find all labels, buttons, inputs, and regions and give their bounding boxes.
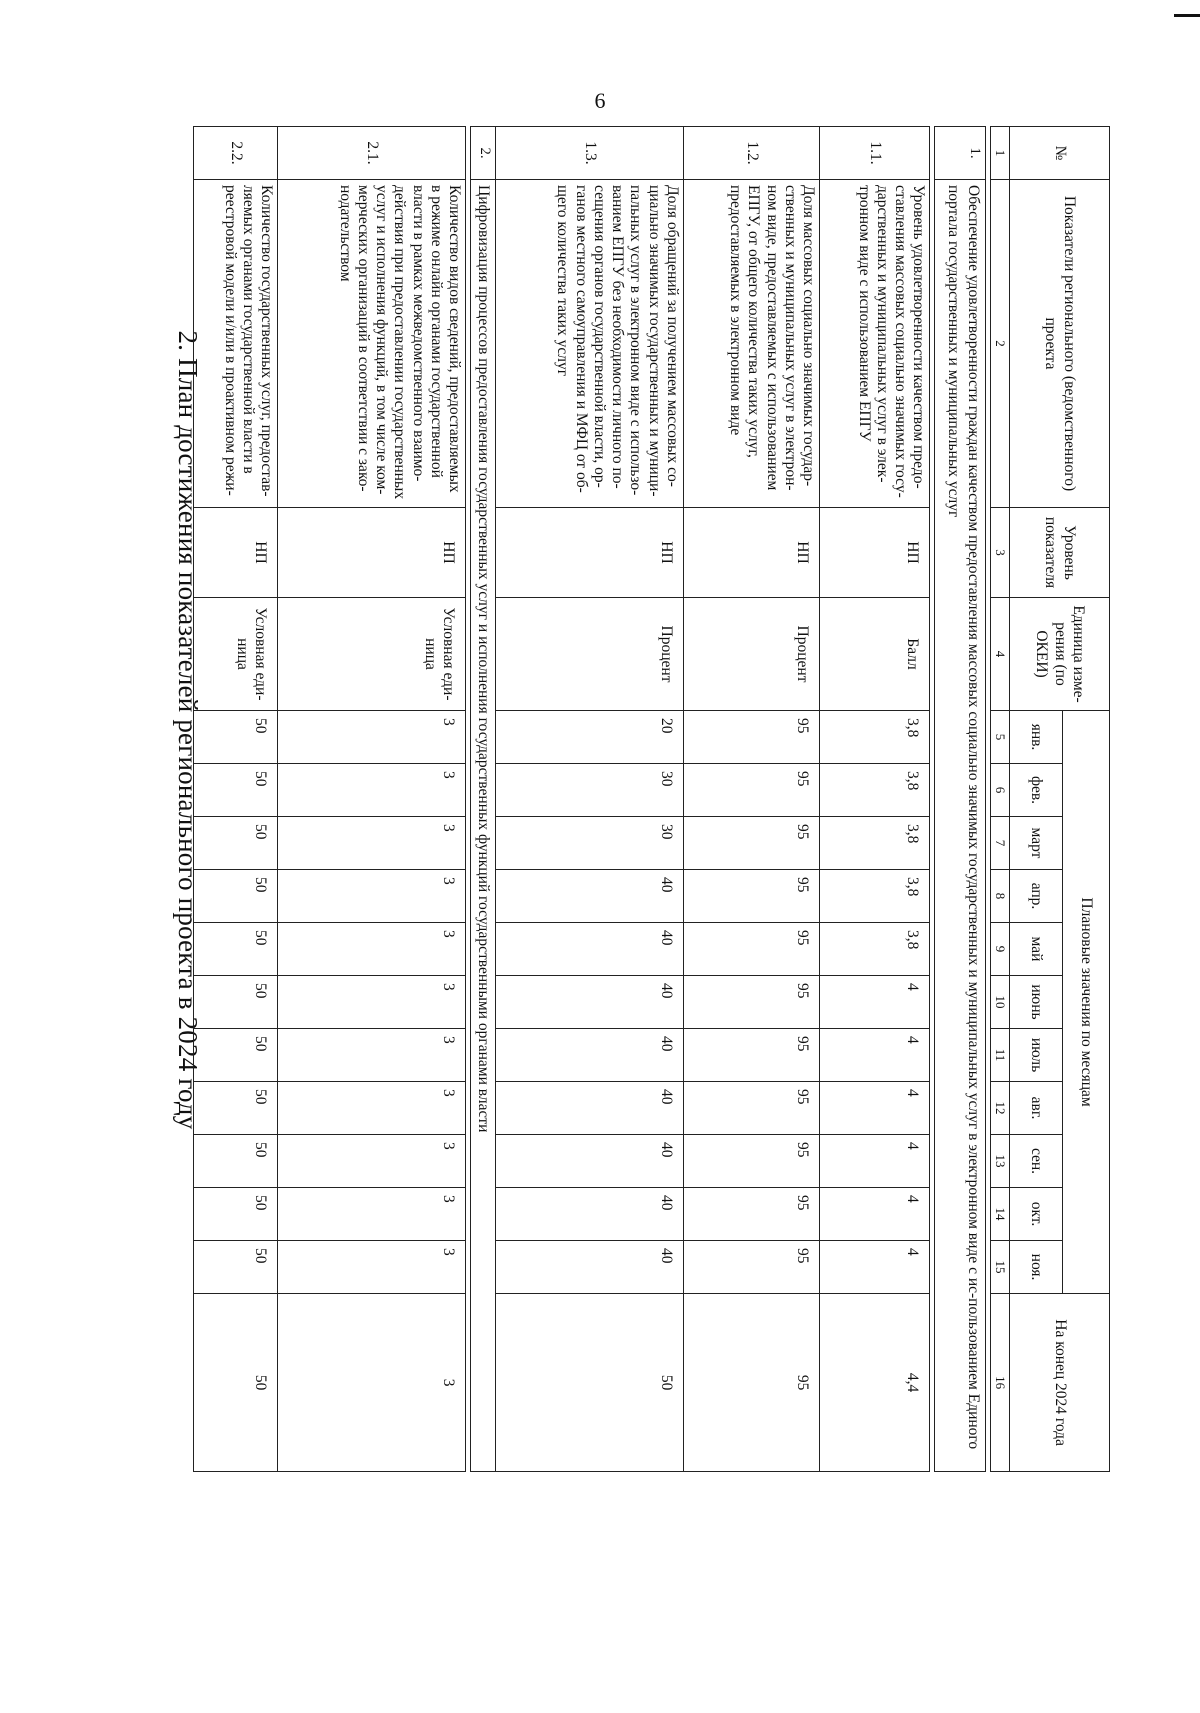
row-month-value: 95: [684, 817, 820, 870]
section-number: 2.: [471, 127, 496, 180]
header-month: апр.: [1010, 870, 1063, 923]
row-month-value: 50: [194, 870, 279, 923]
row-number: 2.2.: [194, 127, 279, 180]
table-row: [278, 127, 466, 1472]
row-month-value: 95: [684, 870, 820, 923]
row-month-value: 4: [820, 1082, 930, 1135]
corner-mark: [1174, 14, 1200, 17]
column-number: 1: [991, 127, 1010, 180]
row-unit: Балл: [820, 598, 930, 711]
header-level: Уровень показателя: [1010, 508, 1110, 598]
row-indicator-name: Количество видов сведений, предоставляемых в режиме онлайн органами государственной власти в рамках межведомственного взаимо-действия при предоставлении государственных услуг и исполнения функций, в том числе ком-мерческих организаций в соответствии с зако-нодательством: [278, 180, 466, 508]
section-title: Цифровизация процессов предоставления государственных услуг и исполнения государственных функций государственными органами власти: [471, 180, 496, 1472]
section-title: Обеспечение удовлетворенности граждан качеством предоставления массовых социально значимых государственных и муниципальных услуг в электронном виде с ис-пользованием Единого портала государственных и муниципальных услуг: [935, 180, 986, 1472]
column-number: 6: [991, 764, 1010, 817]
row-month-value: 95: [684, 923, 820, 976]
row-month-value: 50: [194, 817, 279, 870]
row-month-value: 50: [194, 976, 279, 1029]
row-month-value: 40: [496, 1029, 684, 1082]
row-month-value: 95: [684, 1241, 820, 1294]
row-month-value: 3: [278, 764, 466, 817]
row-month-value: 30: [496, 764, 684, 817]
row-month-value: 40: [496, 870, 684, 923]
row-month-value: 3: [278, 817, 466, 870]
row-month-value: 50: [194, 1241, 279, 1294]
row-month-value: 95: [684, 976, 820, 1029]
column-number-row: [991, 127, 1010, 1472]
row-year-end-value: 50: [496, 1294, 684, 1472]
row-level: НП: [194, 508, 279, 598]
row-month-value: 4: [820, 976, 930, 1029]
row-month-value: 95: [684, 1135, 820, 1188]
row-month-value: 50: [194, 1029, 279, 1082]
header-month: ноя.: [1010, 1241, 1063, 1294]
row-month-value: 3: [278, 1188, 466, 1241]
column-number: 3: [991, 508, 1010, 598]
column-number: 14: [991, 1188, 1010, 1241]
table-row: [820, 127, 930, 1472]
row-month-value: 3,8: [820, 711, 930, 764]
column-number: 7: [991, 817, 1010, 870]
column-number: 4: [991, 598, 1010, 711]
row-month-value: 3: [278, 976, 466, 1029]
row-month-value: 3: [278, 1029, 466, 1082]
column-number: 16: [991, 1294, 1010, 1472]
row-month-value: 50: [194, 711, 279, 764]
row-number: 1.3.: [496, 127, 684, 180]
table-row: [194, 127, 279, 1472]
row-number: 1.2.: [684, 127, 820, 180]
header-month: фев.: [1010, 764, 1063, 817]
row-month-value: 4: [820, 1029, 930, 1082]
row-number: 2.1.: [278, 127, 466, 180]
row-month-value: 3: [278, 1241, 466, 1294]
page-title: 2. План достижения показателей регионального проекта в 2024 году: [173, 330, 203, 1130]
row-month-value: 3: [278, 1082, 466, 1135]
row-month-value: 40: [496, 923, 684, 976]
header-month: сен.: [1010, 1135, 1063, 1188]
column-number: 11: [991, 1029, 1010, 1082]
row-indicator-name: Количество государственных услуг, предостав-ляемых органами государственной власти в реестровой модели и/или в проактивном режи-: [194, 180, 279, 508]
row-year-end-value: 4,4: [820, 1294, 930, 1472]
row-month-value: 4: [820, 1135, 930, 1188]
row-month-value: 4: [820, 1188, 930, 1241]
row-level: НП: [278, 508, 466, 598]
indicators-table: [193, 126, 1110, 1472]
column-number: 15: [991, 1241, 1010, 1294]
row-month-value: 50: [194, 764, 279, 817]
row-month-value: 3,8: [820, 764, 930, 817]
table-row: [684, 127, 820, 1472]
row-unit: Условная еди-ница: [194, 598, 279, 711]
row-indicator-name: Доля массовых социально значимых государ-ственных и муниципальных услуг в электрон-ном виде, предоставляемых с использованием ЕПГУ, от общего количества таких услуг, предоставляемых в электронном виде: [684, 180, 820, 508]
column-number: 9: [991, 923, 1010, 976]
row-month-value: 20: [496, 711, 684, 764]
row-level: НП: [496, 508, 684, 598]
header-month: июль: [1010, 1029, 1063, 1082]
row-month-value: 50: [194, 1082, 279, 1135]
row-month-value: 40: [496, 1241, 684, 1294]
row-month-value: 3,8: [820, 817, 930, 870]
table-row: [496, 127, 684, 1472]
row-month-value: 95: [684, 1188, 820, 1241]
header-month: авг.: [1010, 1082, 1063, 1135]
row-month-value: 50: [194, 923, 279, 976]
section-number: 1.: [935, 127, 986, 180]
column-number: 2: [991, 180, 1010, 508]
row-unit: Процент: [684, 598, 820, 711]
row-level: НП: [820, 508, 930, 598]
header-indicator: Показатели регионального (ведомственного) проекта: [1010, 180, 1110, 508]
row-month-value: 95: [684, 1082, 820, 1135]
section-row: [471, 127, 496, 1472]
row-month-value: 3,8: [820, 870, 930, 923]
header-no: №: [1010, 127, 1110, 180]
row-unit: Условная еди-ница: [278, 598, 466, 711]
row-year-end-value: 3: [278, 1294, 466, 1472]
column-number: 10: [991, 976, 1010, 1029]
row-month-value: 95: [684, 1029, 820, 1082]
header-month: июнь: [1010, 976, 1063, 1029]
header-monthly-group: Плановые значения по месяцам: [1063, 711, 1110, 1294]
row-month-value: 3: [278, 870, 466, 923]
row-month-value: 40: [496, 1082, 684, 1135]
row-month-value: 40: [496, 976, 684, 1029]
header-month: окт.: [1010, 1188, 1063, 1241]
section-row: [935, 127, 986, 1472]
column-number: 8: [991, 870, 1010, 923]
header-month: март: [1010, 817, 1063, 870]
row-month-value: 40: [496, 1135, 684, 1188]
row-year-end-value: 95: [684, 1294, 820, 1472]
row-month-value: 50: [194, 1135, 279, 1188]
row-month-value: 95: [684, 764, 820, 817]
column-number: 5: [991, 711, 1010, 764]
row-number: 1.1.: [820, 127, 930, 180]
row-indicator-name: Уровень удовлетворенности качеством предо-ставления массовых социально значимых госу-дарственных и муниципальных услуг в элек-тронном виде с использованием ЕПГУ: [820, 180, 930, 508]
row-month-value: 3: [278, 1135, 466, 1188]
column-number: 13: [991, 1135, 1010, 1188]
row-month-value: 3,8: [820, 923, 930, 976]
row-indicator-name: Доля обращений за получением массовых со-циально значимых государственных и муници-пальных услуг в электронном виде с использо-ванием ЕПГУ без необходимости личного по-сещения органов государственной власти, ор-ганов местного самоуправления и МФЦ от об-щего количества таких услуг: [496, 180, 684, 508]
row-year-end-value: 50: [194, 1294, 279, 1472]
row-month-value: 3: [278, 711, 466, 764]
header-month: янв.: [1010, 711, 1063, 764]
row-month-value: 50: [194, 1188, 279, 1241]
row-unit: Процент: [496, 598, 684, 711]
header-unit: Единица изме-рения (по ОКЕИ): [1010, 598, 1110, 711]
row-month-value: 40: [496, 1188, 684, 1241]
row-month-value: 95: [684, 711, 820, 764]
column-number: 12: [991, 1082, 1010, 1135]
header-year-end: На конец 2024 года: [1010, 1294, 1110, 1472]
page-number: 6: [594, 88, 606, 113]
row-month-value: 4: [820, 1241, 930, 1294]
row-level: НП: [684, 508, 820, 598]
row-month-value: 30: [496, 817, 684, 870]
header-month: май: [1010, 923, 1063, 976]
row-month-value: 3: [278, 923, 466, 976]
